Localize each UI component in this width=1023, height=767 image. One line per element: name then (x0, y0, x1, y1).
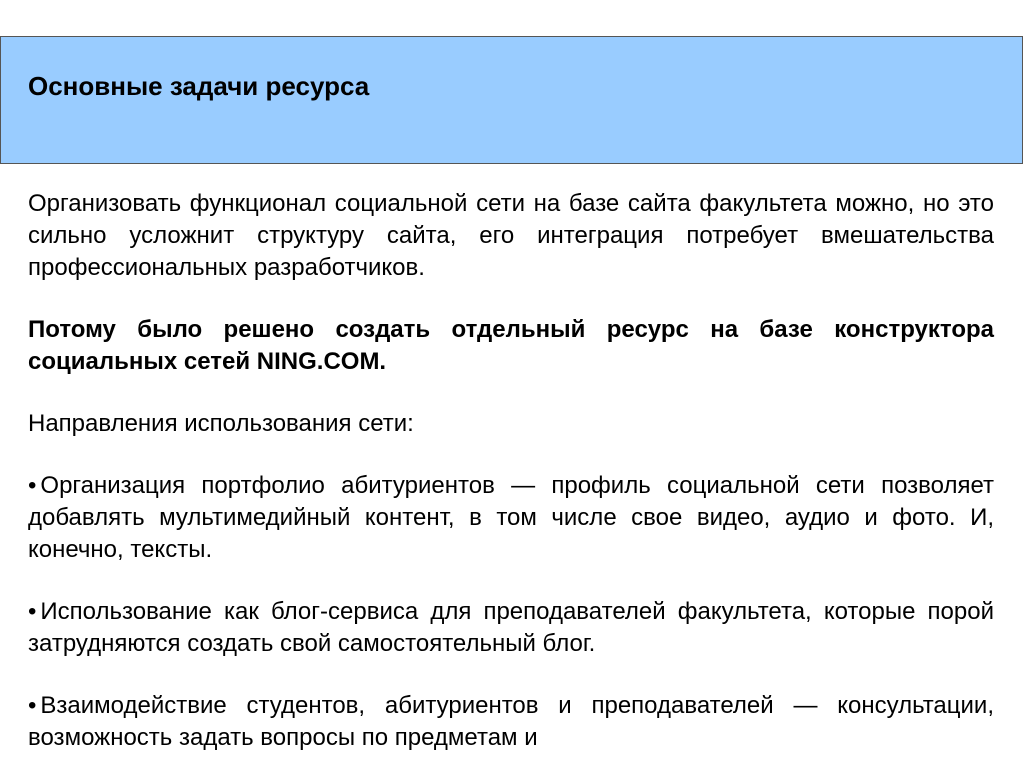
bullet-marker: • (28, 692, 37, 719)
bullet-text: Использование как блог-сервиса для преподавателей факультета, которые порой затрудняются создать свой самостоятельный блог. (28, 598, 994, 657)
title-bar (0, 36, 1023, 164)
directions-heading: Направления использования сети: (28, 410, 414, 437)
bullet-marker: • (28, 472, 37, 499)
bullet-marker: • (28, 598, 37, 625)
slide-body (28, 188, 994, 754)
bullet-item-blog (28, 596, 994, 660)
bullet-text: Взаимодействие студентов, абитуриентов и преподавателей — консультации, возможность задать вопросы по предметам и (28, 692, 994, 751)
bullet-item-portfolio (28, 470, 994, 566)
bullet-item-interaction (28, 690, 994, 754)
bullet-text: Организация портфолио абитуриентов — профиль социальной сети позволяет добавлять мультимедийный контент, в том числе свое видео, аудио и фото. И, конечно, тексты. (28, 472, 994, 563)
decision-paragraph: Потому было решено создать отдельный ресурс на базе конструктора социальных сетей NING.COM. (28, 316, 994, 375)
slide-title: Основные задачи ресурса (28, 71, 370, 101)
intro-paragraph: Организовать функционал социальной сети на базе сайта факультета можно, но это сильно усложнит структуру сайта, его интеграция потребует вмешательства профессиональных разработчиков. (28, 190, 994, 281)
